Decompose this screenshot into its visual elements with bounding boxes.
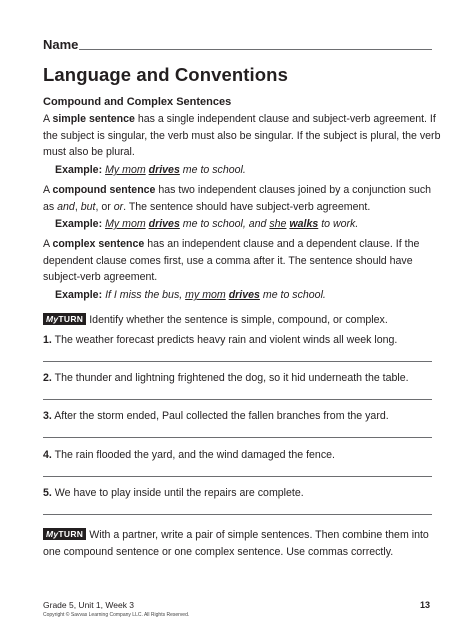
name-input-line[interactable]: [79, 49, 432, 50]
name-row: [43, 37, 432, 55]
name-label: Name: [43, 37, 79, 52]
grade-unit-week: Grade 5, Unit 1, Week 3: [43, 600, 135, 610]
answer-line-5[interactable]: [43, 514, 432, 515]
my-turn-instruction-1: MyTURN Identify whether the sentence is simple, compound, or complex.: [43, 312, 443, 329]
simple-sentence-example: Example: My mom drives me to school.: [55, 164, 246, 176]
my-turn-instruction-2: MyTURN With a partner, write a pair of simple sentences. Then combine them into one compound sentence or one complex sentence. Use commas correctly.: [43, 529, 429, 558]
simple-sentence-term: simple sentence: [52, 113, 135, 125]
question-1: 1. The weather forecast predicts heavy rain and violent winds all week long.: [43, 334, 398, 346]
copyright-notice: Copyright © Savvas Learning Company LLC. All Rights Reserved.: [43, 612, 190, 618]
compound-sentence-example: Example: My mom drives me to school, and she walks to work.: [55, 218, 359, 230]
answer-line-2[interactable]: [43, 399, 432, 400]
page-title: Language and Conventions: [43, 64, 288, 85]
my-turn-badge-icon: MyTURN: [43, 313, 86, 325]
complex-sentence-paragraph: A complex sentence has an independent clause and a dependent clause. If the dependent clause comes first, use a comma after it. The sentence should have subject-verb agreement.: [43, 238, 420, 283]
question-2: 2. The thunder and lightning frightened the dog, so it hid underneath the table.: [43, 372, 409, 384]
answer-line-1[interactable]: [43, 361, 432, 362]
simple-sentence-paragraph: A simple sentence has a single independent clause and subject-verb agreement. If the subject is singular, the verb must also be singular. If the subject is plural, the verb must also be plural.: [43, 113, 441, 158]
complex-sentence-term: complex sentence: [52, 238, 145, 250]
complex-sentence-example: Example: If I miss the bus, my mom drives me to school.: [55, 289, 326, 301]
question-3: 3. After the storm ended, Paul collected the fallen branches from the yard.: [43, 410, 389, 422]
compound-sentence-term: compound sentence: [52, 184, 156, 196]
my-turn-badge-icon: MyTURN: [43, 528, 86, 540]
question-5: 5. We have to play inside until the repairs are complete.: [43, 487, 304, 499]
answer-line-4[interactable]: [43, 476, 432, 477]
question-4: 4. The rain flooded the yard, and the wind damaged the fence.: [43, 449, 335, 461]
answer-line-3[interactable]: [43, 437, 432, 438]
compound-sentence-paragraph: A compound sentence has two independent clauses joined by a conjunction such as and, but, or or. The sentence should have subject-verb agreement.: [43, 184, 432, 213]
section-subtitle: Compound and Complex Sentences: [43, 96, 232, 108]
page-number: 13: [419, 600, 430, 610]
